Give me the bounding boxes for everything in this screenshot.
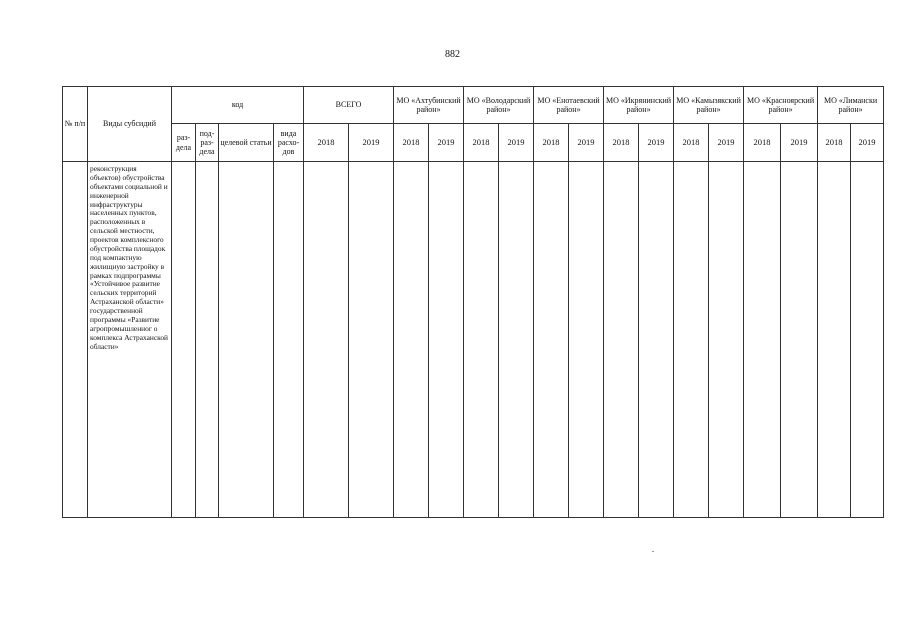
header-mo-akhtubinsky: МО «Ахтубинский район» <box>394 87 464 124</box>
year-total-2019: 2019 <box>349 124 394 162</box>
empty-cell <box>851 162 884 518</box>
header-code-section: раз-дела <box>172 124 196 162</box>
year-enotaevsky-2018: 2018 <box>534 124 569 162</box>
header-mo-volodarsky: МО «Володарский район» <box>464 87 534 124</box>
header-code-expense-type: вида расхо-дов <box>274 124 304 162</box>
empty-cell <box>349 162 394 518</box>
subsidy-description-cell: реконструкция объектов) обустройства объектами социальной и инженерной инфраструктуры населенных пунктов, расположенных в сельской местности, проектов комплексного обустройства площадок под компактную жилищную застройку в рамках подпрограммы «Устойчивое развитие сельских территорий Астраханской области» государственной программы «Развитие агропромышленног о комплекса Астраханской области» <box>88 162 172 518</box>
header-mo-enotaevsky: МО «Енотаевский район» <box>534 87 604 124</box>
empty-cell <box>781 162 818 518</box>
subsidy-table <box>62 86 884 518</box>
header-code: код <box>172 87 304 124</box>
scan-speck <box>652 551 654 552</box>
year-akhtubinsky-2018: 2018 <box>394 124 429 162</box>
empty-cell <box>534 162 569 518</box>
empty-cell <box>219 162 274 518</box>
year-ikryaninsky-2018: 2018 <box>604 124 639 162</box>
row-num-cell <box>63 162 88 518</box>
year-limansky-2019: 2019 <box>851 124 884 162</box>
year-kamyzyaksky-2019: 2019 <box>709 124 744 162</box>
empty-cell <box>394 162 429 518</box>
header-mo-limansky: МО «Лимански район» <box>818 87 884 124</box>
empty-cell <box>569 162 604 518</box>
table-row <box>63 162 884 518</box>
year-volodarsky-2018: 2018 <box>464 124 499 162</box>
year-ikryaninsky-2019: 2019 <box>639 124 674 162</box>
empty-cell <box>818 162 851 518</box>
year-kamyzyaksky-2018: 2018 <box>674 124 709 162</box>
header-code-target-item: целевой статьи <box>219 124 274 162</box>
empty-cell <box>744 162 781 518</box>
header-mo-kamyzyaksky: МО «Камызякский район» <box>674 87 744 124</box>
header-subsidy-types: Виды субсидий <box>88 87 172 162</box>
empty-cell <box>274 162 304 518</box>
empty-cell <box>172 162 196 518</box>
empty-cell <box>196 162 219 518</box>
empty-cell <box>304 162 349 518</box>
empty-cell <box>429 162 464 518</box>
year-total-2018: 2018 <box>304 124 349 162</box>
header-total: ВСЕГО <box>304 87 394 124</box>
year-krasnoyarsky-2019: 2019 <box>781 124 818 162</box>
header-mo-ikryaninsky: МО «Икрянинский район» <box>604 87 674 124</box>
header-code-subsection: под-раз-дела <box>196 124 219 162</box>
year-volodarsky-2019: 2019 <box>499 124 534 162</box>
empty-cell <box>639 162 674 518</box>
header-mo-krasnoyarsky: МО «Красноярский район» <box>744 87 818 124</box>
page-number: 882 <box>445 49 460 60</box>
empty-cell <box>499 162 534 518</box>
header-num: № п/п <box>63 87 88 162</box>
year-limansky-2018: 2018 <box>818 124 851 162</box>
year-enotaevsky-2019: 2019 <box>569 124 604 162</box>
empty-cell <box>674 162 709 518</box>
empty-cell <box>709 162 744 518</box>
empty-cell <box>604 162 639 518</box>
empty-cell <box>464 162 499 518</box>
year-akhtubinsky-2019: 2019 <box>429 124 464 162</box>
year-krasnoyarsky-2018: 2018 <box>744 124 781 162</box>
